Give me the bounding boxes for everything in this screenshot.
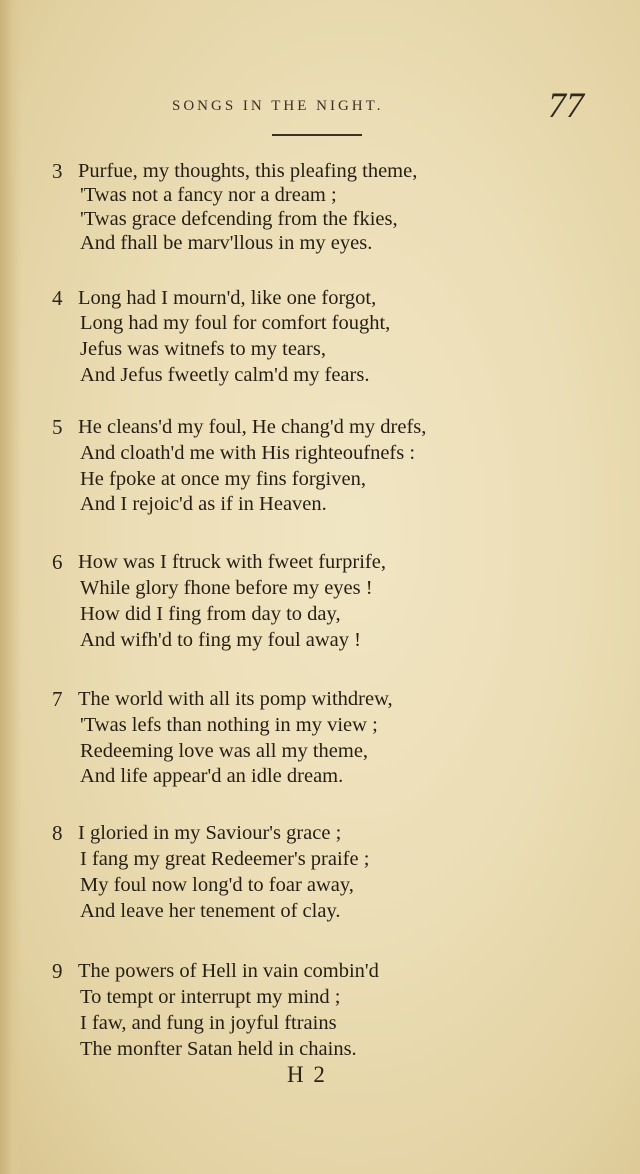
- verse-line: And fhall be marv'llous in my eyes.: [80, 232, 373, 254]
- verse-line: While glory fhone before my eyes !: [80, 577, 373, 599]
- header-rule: [272, 134, 362, 136]
- verse-line: And leave her tenement of clay.: [80, 900, 341, 922]
- verse-line: Long had my foul for comfort fought,: [80, 312, 391, 334]
- verse-line: I gloried in my Saviour's grace ;: [78, 822, 342, 844]
- verse-line: And Jefus fweetly calm'd my fears.: [80, 364, 370, 386]
- verse-line: Purfue, my thoughts, this pleafing theme,: [78, 160, 418, 182]
- signature-mark: H 2: [287, 1062, 327, 1087]
- stanza-number: 5: [52, 415, 63, 439]
- verse-line: The powers of Hell in vain combin'd: [78, 960, 379, 982]
- verse-line: He fpoke at once my fins forgiven,: [80, 468, 366, 490]
- verse-line: And life appear'd an idle dream.: [80, 765, 344, 787]
- stanza-number: 6: [52, 550, 63, 574]
- verse-line: And cloath'd me with His righteoufnefs :: [80, 442, 416, 464]
- stanza-number: 9: [52, 959, 63, 983]
- verse-line: The world with all its pomp withdrew,: [78, 688, 393, 710]
- verse-line: How was I ftruck with fweet furprife,: [78, 551, 386, 573]
- page-gutter: [0, 0, 22, 1174]
- stanza-number: 7: [52, 687, 63, 711]
- verse-line: How did I fing from day to day,: [80, 603, 341, 625]
- verse-line: And I rejoic'd as if in Heaven.: [80, 493, 327, 515]
- verse-line: 'Twas not a fancy nor a dream ;: [80, 184, 337, 206]
- verse-line: The monfter Satan held in chains.: [80, 1038, 357, 1060]
- verse-line: He cleans'd my foul, He chang'd my drefs,: [78, 416, 427, 438]
- verse-line: 'Twas lefs than nothing in my view ;: [80, 714, 378, 736]
- stanza-number: 3: [52, 159, 63, 183]
- running-title: SONGS IN THE NIGHT.: [172, 98, 384, 114]
- verse-line: I faw, and fung in joyful ftrains: [80, 1012, 337, 1034]
- stanza-number: 8: [52, 821, 63, 845]
- verse-line: Long had I mourn'd, like one forgot,: [78, 287, 377, 309]
- verse-line: And wifh'd to fing my foul away !: [80, 629, 361, 651]
- verse-line: Redeeming love was all my theme,: [80, 740, 369, 762]
- stanza-number: 4: [52, 286, 63, 310]
- verse-line: 'Twas grace defcending from the fkies,: [80, 208, 398, 230]
- page-number: 77: [548, 85, 584, 125]
- verse-line: My foul now long'd to foar away,: [80, 874, 354, 896]
- verse-line: I fang my great Redeemer's praife ;: [80, 848, 370, 870]
- verse-line: Jefus was witnefs to my tears,: [80, 338, 326, 360]
- verse-line: To tempt or interrupt my mind ;: [80, 986, 341, 1008]
